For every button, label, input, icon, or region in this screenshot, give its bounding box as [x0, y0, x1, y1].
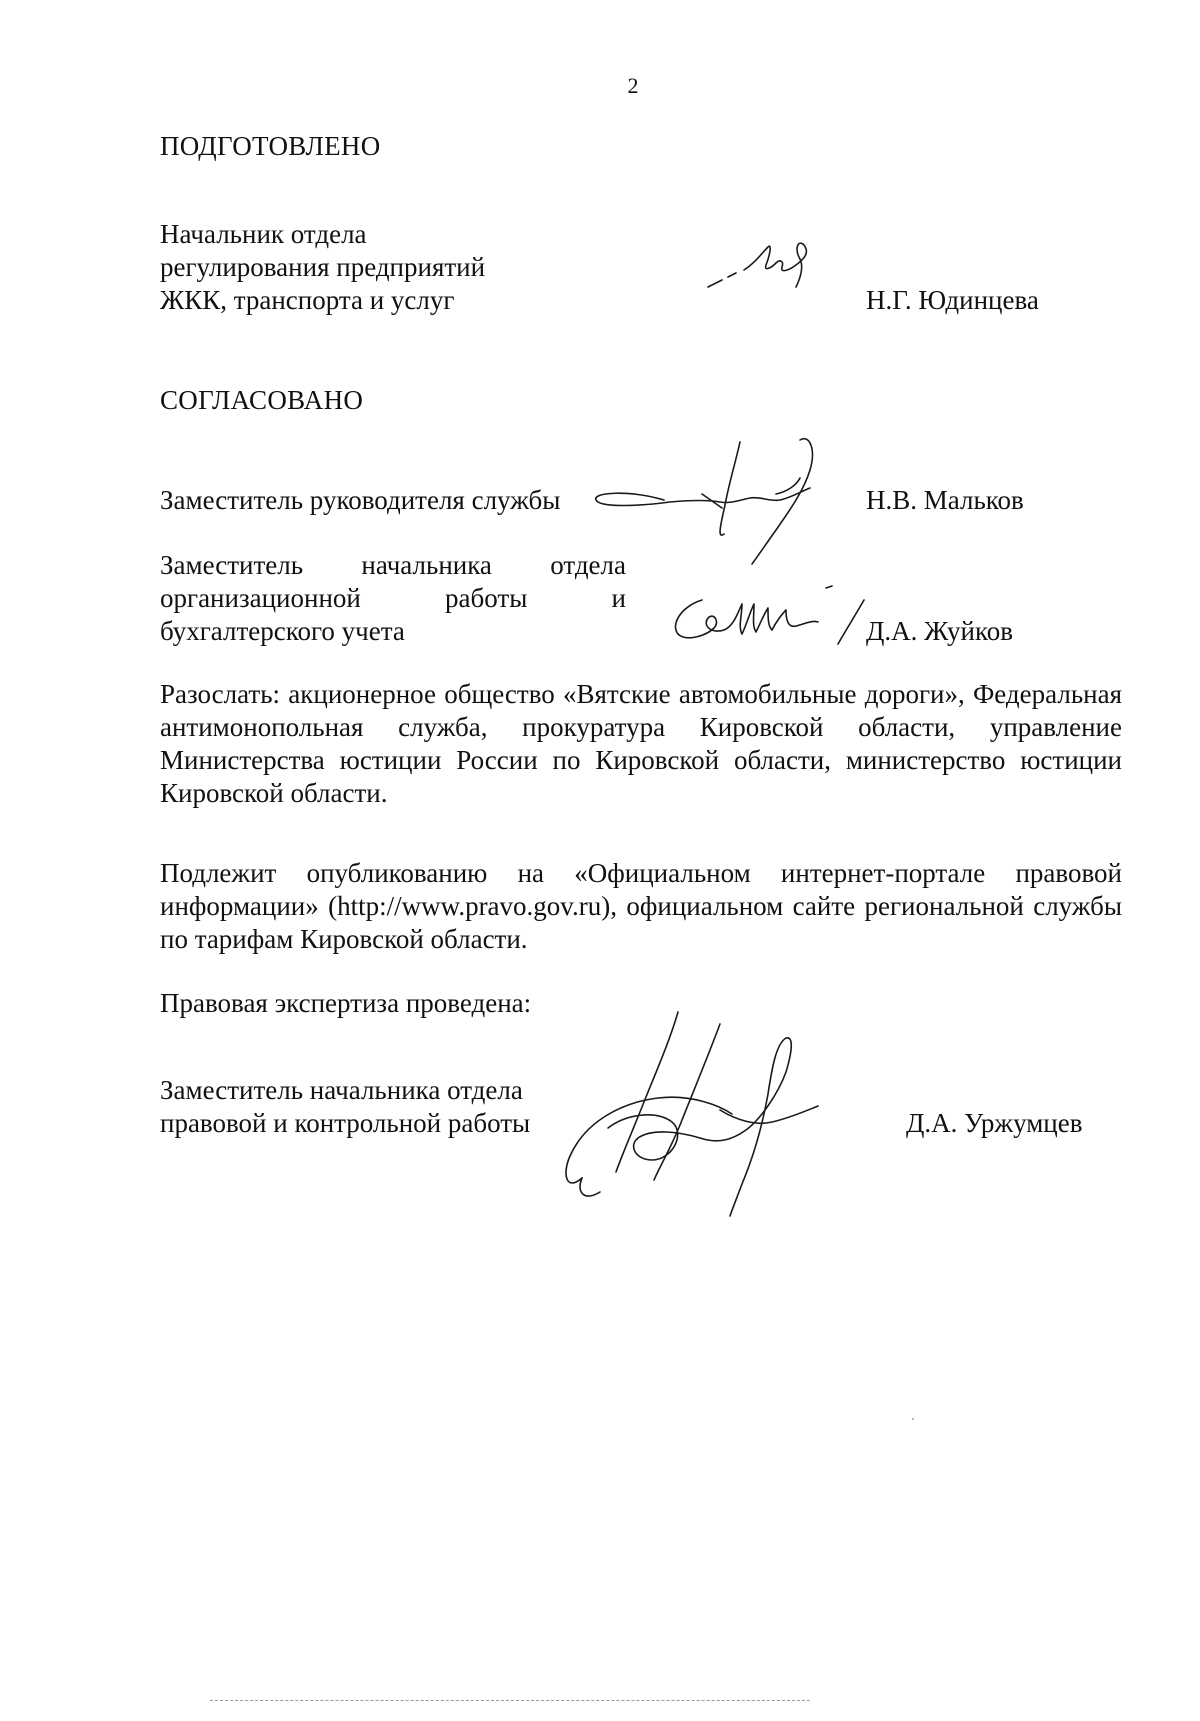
scan-speck	[912, 1418, 914, 1420]
prepared-position-line: Начальник отдела	[160, 219, 367, 249]
footer-rule	[210, 1700, 810, 1701]
prepared-position-line: ЖКК, транспорта и услуг	[160, 285, 455, 315]
signature-urzhumtsev	[560, 1010, 900, 1220]
legal-review-signatory-name: Д.А. Уржумцев	[906, 1108, 1083, 1138]
signature-malkov	[590, 430, 890, 570]
agreed-signatory-2-name: Д.А. Жуйков	[866, 616, 1013, 646]
signature-yudintseva	[700, 225, 830, 315]
legal-review-position-line: правовой и контрольной работы	[160, 1108, 531, 1138]
legal-review-statement: Правовая экспертиза проведена:	[160, 988, 532, 1018]
prepared-heading: ПОДГОТОВЛЕНО	[160, 131, 381, 161]
agreed-signatory-1-name: Н.В. Мальков	[866, 485, 1024, 515]
publication-note: Подлежит опубликованию на «Официальном интернет-портале правовой информации» (http://www.pravo.gov.ru), официальном сайте региональной службы по тарифам Кировской области.	[160, 858, 1122, 954]
agreed-signatory-1-position: Заместитель руководителя службы	[160, 485, 561, 515]
page-number: 2	[627, 73, 639, 98]
agreed-signatory-2-position-text: Заместитель начальника отдела организационной работы и бухгалтерского учета	[160, 550, 626, 646]
agreed-signatory-2-position	[160, 549, 626, 648]
prepared-position-line: регулирования предприятий	[160, 252, 486, 282]
legal-review-position-line: Заместитель начальника отдела	[160, 1075, 523, 1105]
prepared-signatory-name: Н.Г. Юдинцева	[866, 285, 1039, 315]
agreed-heading: СОГЛАСОВАНО	[160, 385, 364, 415]
distribution-list: Разослать: акционерное общество «Вятские автомобильные дороги», Федеральная антимонопольная служба, прокуратура Кировской области, управление Министерства юстиции России по Кировской области, министерство юстиции Кировской области.	[160, 679, 1122, 808]
signature-zhuykov	[672, 582, 872, 652]
